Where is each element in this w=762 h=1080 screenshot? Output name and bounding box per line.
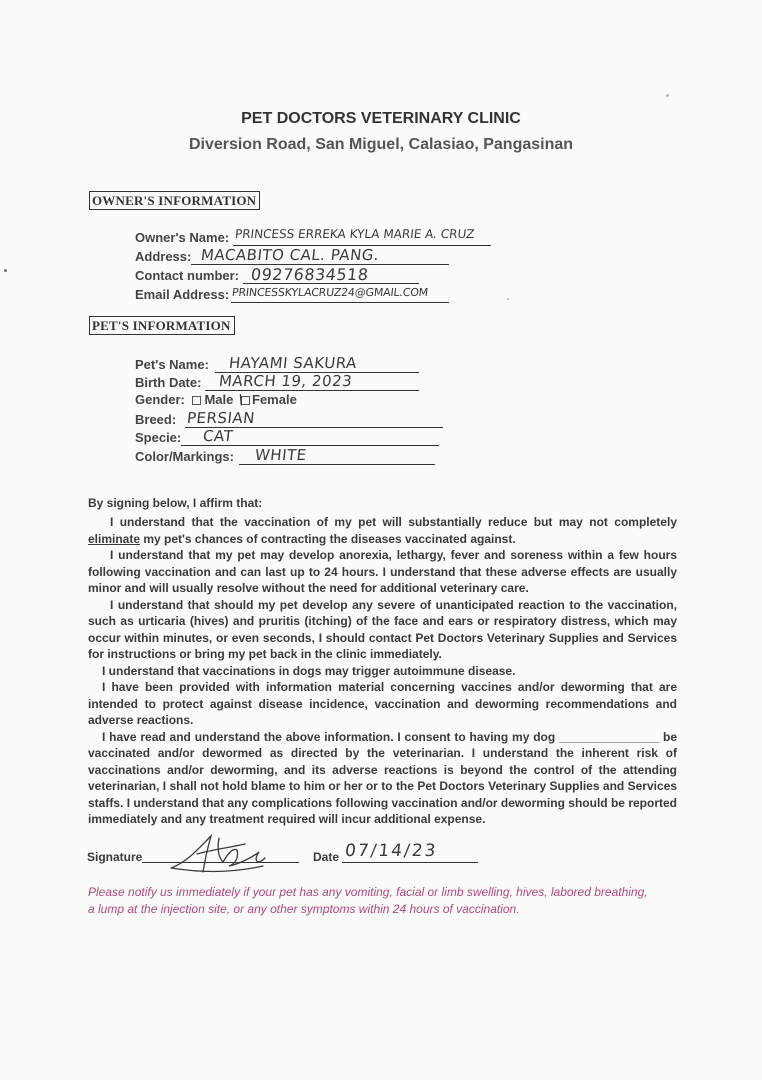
date-value: 07/14/23 — [343, 841, 439, 861]
checkmark-icon: / — [236, 391, 246, 410]
consent-paragraph-4: I understand that vaccinations in dogs may trigger autoimmune disease. — [102, 663, 516, 678]
gender-female-label: Female — [252, 392, 297, 407]
dog-name-blank[interactable]: _______________ — [559, 729, 660, 744]
clinic-address: Diversion Road, San Miguel, Calasiao, Pangasinan — [188, 136, 574, 153]
date-line[interactable] — [342, 862, 478, 863]
pet-specie-label: Specie: — [135, 430, 182, 445]
pet-name-label: Pet's Name: — [135, 357, 209, 372]
pet-breed-field[interactable] — [135, 410, 445, 430]
consent-p1-text-end: my pet's chances of contracting the diseases vaccinated against. — [140, 531, 516, 546]
owner-email-line — [231, 302, 449, 303]
pet-birthdate-line — [205, 390, 419, 391]
consent-p6-text-end: be vaccinated and/or dewormed as directed by the veterinarian. I understand the inherent risk of vaccinations and/or deworming, and its adverse reactions is beyond the control of the attending veterinarian, I shall not hold blame to him or her or to the Pet Doctors Veterinary Supplies and Services staffs. I understand that any complications following vaccination and/or deworming should be reported immediately and any treatment required will incur additional expense. — [88, 729, 677, 826]
gender-male-checkbox[interactable] — [192, 396, 201, 405]
pet-gender-field — [135, 391, 297, 410]
pet-name-value: HAYAMI SAKURA — [228, 354, 358, 372]
consent-paragraph-5: I have been provided with information material concerning vaccines and/or deworming that are intended to protect against disease incidence, vaccination and deworming recommendations and adverse reactions. — [88, 680, 677, 727]
owner-name-field[interactable] — [135, 228, 495, 248]
consent-paragraph-6 — [88, 729, 677, 828]
consent-body — [88, 514, 677, 828]
owner-contact-value: 09276834518 — [250, 265, 370, 284]
pet-color-value: WHITE — [254, 446, 308, 464]
owner-contact-field[interactable] — [135, 266, 425, 286]
date-label: Date — [313, 850, 340, 864]
consent-p6-text: I have read and understand the above information. I consent to having my dog — [102, 729, 560, 744]
owner-address-field[interactable] — [135, 247, 455, 267]
owner-email-label: Email Address: — [135, 287, 230, 302]
consent-paragraph-1 — [88, 514, 677, 547]
pet-specie-line — [181, 445, 439, 446]
pet-color-field[interactable] — [135, 447, 440, 467]
consent-p1-text: I understand that the vaccination of my pet will substantially reduce but may not completely — [110, 515, 677, 529]
consent-p1-underlined: eliminate — [88, 531, 141, 546]
scan-speck — [666, 94, 669, 97]
consent-paragraph-3: I understand that should my pet develop any severe of unanticipated reaction to the vaccination, such as urticaria (hives) and pruritis (itching) of the face and ears or respiratory distress, which may occur within minutes, or even seconds, I should contact Pet Doctors Veterinary Supplies and Services for instructions or bring my pet back in the clinic immediately. — [88, 597, 677, 661]
consent-intro: By signing below, I affirm that: — [88, 496, 263, 510]
gender-female-checkbox[interactable] — [236, 391, 252, 410]
pet-specie-value: CAT — [202, 427, 235, 445]
owner-address-label: Address: — [135, 249, 192, 264]
owner-name-label: Owner's Name: — [135, 230, 230, 245]
pet-birthdate-field[interactable] — [135, 373, 425, 393]
pet-specie-field[interactable] — [135, 428, 445, 448]
signature-label: Signature — [87, 850, 143, 864]
owner-address-value: MACABITO CAL. PANG. — [200, 246, 381, 264]
clinic-name: PET DOCTORS VETERINARY CLINIC — [241, 110, 521, 127]
pet-color-label: Color/Markings: — [135, 449, 234, 464]
owner-email-value: PRINCESSKYLACRUZ24@GMAIL.COM — [231, 286, 429, 299]
owner-section-heading: OWNER'S INFORMATION — [89, 191, 260, 210]
pet-birthdate-label: Birth Date: — [135, 375, 202, 390]
gender-male-label: Male — [204, 392, 234, 407]
pet-breed-label: Breed: — [135, 412, 177, 427]
pet-gender-label: Gender: — [135, 392, 185, 407]
pet-color-line — [239, 464, 435, 465]
handwritten-signature — [167, 828, 277, 876]
pet-birthdate-value: MARCH 19, 2023 — [218, 372, 354, 390]
owner-email-field[interactable] — [135, 285, 455, 305]
owner-name-value: PRINCESS ERREKA KYLA MARIE A. CRUZ — [234, 227, 476, 241]
post-vaccination-notice: Please notify us immediately if your pet has any vomiting, facial or limb swelling, hives, labored breathing, a lump at the injection site, or any other symptoms within 24 hours of vaccination. — [88, 885, 648, 916]
scan-speck — [507, 298, 509, 300]
consent-paragraph-2: I understand that my pet may develop anorexia, lethargy, fever and soreness within a few hours following vaccination and can last up to 24 hours. I understand that these adverse effects are usually minor and will usually resolve without the need for additional veterinary care. — [88, 548, 677, 595]
owner-contact-label: Contact number: — [135, 268, 239, 283]
scan-speck — [4, 269, 7, 272]
pet-breed-value: PERSIAN — [186, 409, 256, 427]
pet-section-heading: PET'S INFORMATION — [89, 316, 235, 335]
